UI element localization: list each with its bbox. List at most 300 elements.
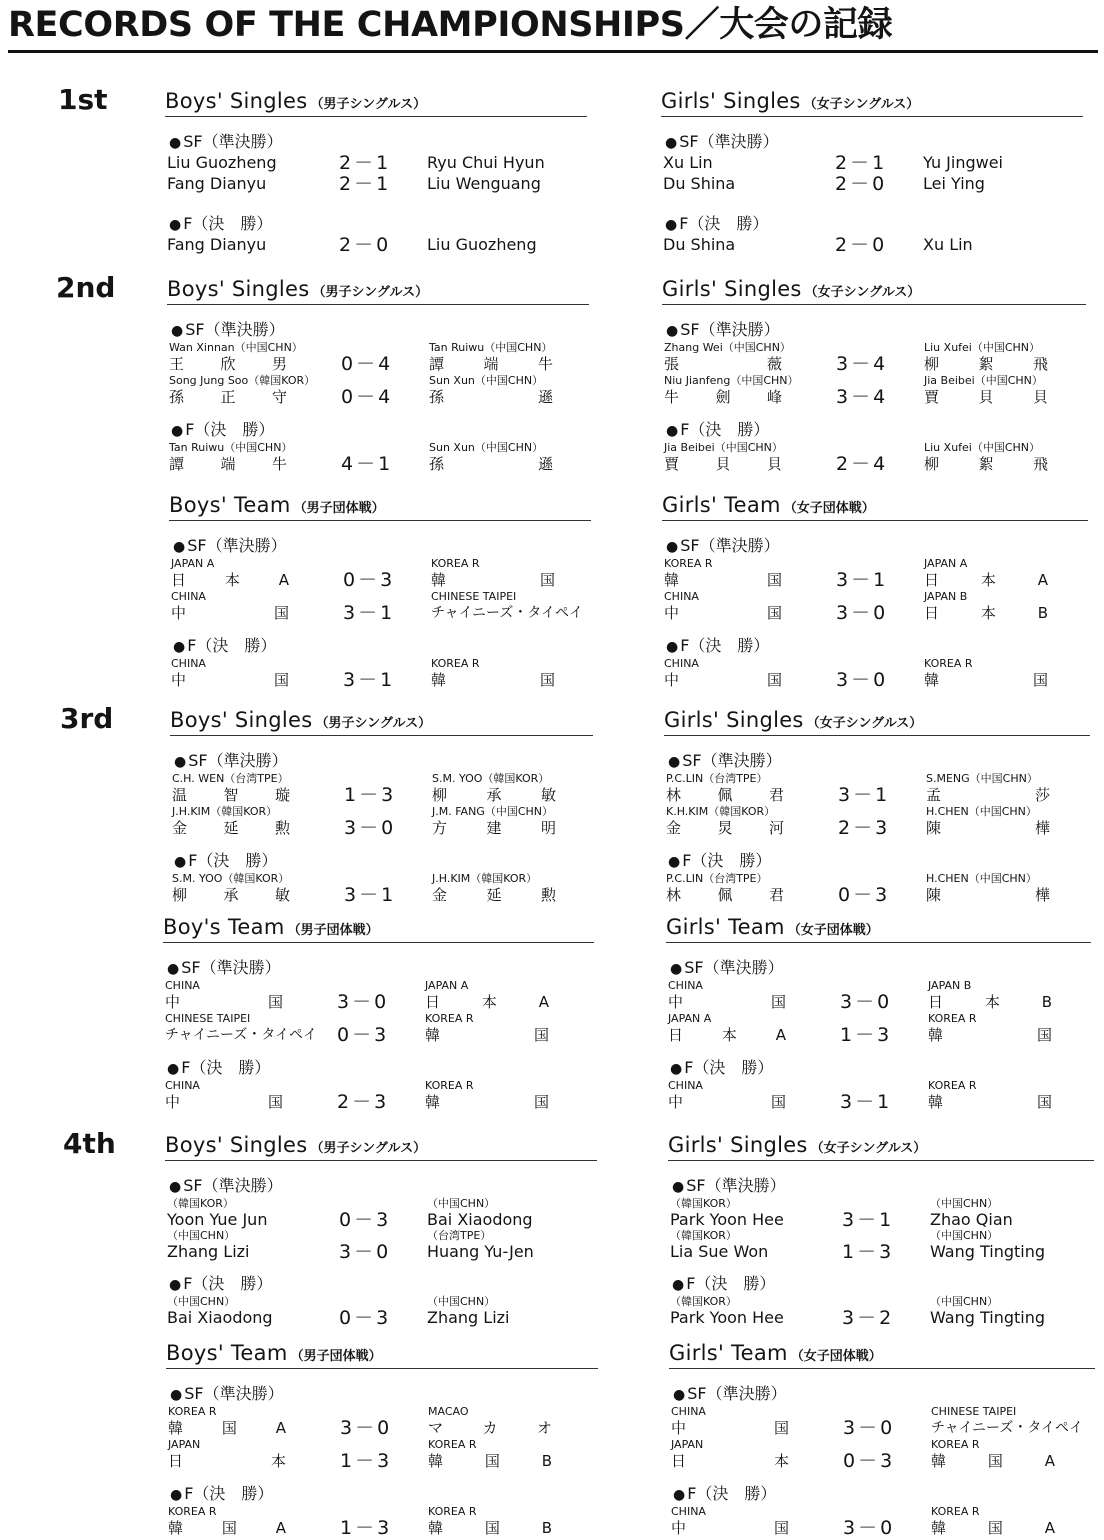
section-title: Boy's Team	[163, 915, 285, 939]
match-row	[666, 979, 1091, 1012]
p1-name	[670, 1210, 788, 1230]
p2-name-char: 韓	[425, 1026, 441, 1044]
section-subtitle: （男子シングルス）	[315, 716, 432, 731]
match-row	[167, 341, 589, 374]
p2-side	[928, 1012, 1052, 1045]
p1-origin-label: KOREA R	[168, 1505, 217, 1518]
final-label	[165, 1273, 597, 1295]
final-label	[169, 635, 591, 657]
p1-side	[663, 235, 781, 255]
p2-origin-label: S.M. YOO（韓国KOR）	[432, 772, 550, 785]
match-score: 1－3	[842, 1241, 895, 1263]
p1-origin-label: CHINA	[171, 590, 206, 603]
p1-name	[664, 570, 782, 590]
match-score: 3－0	[340, 1417, 393, 1439]
match-score: 4－1	[341, 453, 394, 475]
p2-name	[428, 1518, 552, 1538]
p1-origin-label: Niu Jianfeng（中国CHN）	[664, 374, 799, 387]
p1-name-char: 劍	[715, 388, 731, 406]
p1-origin-label: CHINA	[664, 657, 699, 670]
match-row	[163, 1079, 594, 1112]
match-row	[669, 1505, 1095, 1538]
title-rule	[8, 50, 1098, 53]
boys-singles-block	[170, 705, 593, 905]
p2-name	[924, 603, 1048, 623]
p2-name-char: 本	[481, 993, 497, 1011]
p2-name-char: 孟	[926, 786, 942, 804]
bullet-icon: ●	[171, 323, 184, 339]
p1-name-char: 延	[223, 819, 239, 837]
p2-name-char: 飛	[1032, 455, 1048, 473]
match-score: 3－1	[343, 669, 396, 691]
p1-name-char: 承	[223, 886, 239, 904]
match-row	[165, 1295, 597, 1327]
p1-side	[671, 1405, 789, 1438]
p1-name-char: 智	[223, 786, 239, 804]
p1-name-char: 国	[273, 671, 289, 689]
p2-origin-label: KOREA R	[431, 557, 480, 570]
p2-name: Ryu Chui Hyun	[427, 153, 545, 172]
p1-name: Du Shina	[663, 235, 736, 254]
p1-name-char: 本	[721, 1026, 737, 1044]
p1-side	[664, 657, 782, 690]
p2-name-char: 国	[533, 1026, 549, 1044]
p1-name-char: 柳	[172, 886, 188, 904]
p2-name-char: 国	[484, 1452, 500, 1470]
p2-name-char: 国	[533, 1093, 549, 1111]
p2-origin-label: MACAO	[428, 1405, 469, 1418]
final-text: F（決 勝）	[181, 1058, 271, 1077]
boys-team-block	[169, 490, 591, 690]
bullet-icon: ●	[170, 1487, 183, 1503]
match-row	[163, 1012, 594, 1045]
section-title: Boys' Team	[169, 493, 291, 517]
bullet-icon: ●	[670, 961, 683, 977]
match-row	[662, 441, 1086, 474]
semifinal-label	[666, 957, 1091, 979]
p1-origin-label: CHINA	[671, 1405, 706, 1418]
p2-side	[923, 153, 1047, 173]
match-score: 1－3	[340, 1517, 393, 1539]
p1-origin-label: （韓国KOR）	[167, 1197, 234, 1210]
p2-name-char: 柳	[432, 786, 448, 804]
bullet-icon: ●	[169, 135, 182, 151]
p2-name: Yu Jingwei	[923, 153, 1003, 172]
match-row	[668, 1197, 1094, 1229]
p2-side	[429, 374, 553, 407]
p2-name	[928, 1092, 1052, 1112]
p2-name	[930, 1242, 1054, 1262]
p1-side	[671, 1438, 789, 1471]
p2-name-char: 国	[1032, 671, 1048, 689]
p2-side	[926, 772, 1050, 805]
p2-origin-label: Tan Ruiwu（中国CHN）	[429, 341, 553, 354]
p2-name-char: 敏	[540, 786, 556, 804]
p2-name-char: 本	[984, 993, 1000, 1011]
p2-name: Lei Ying	[923, 174, 985, 193]
section-header	[165, 86, 587, 117]
p1-name-text: Park Yoon Hee	[670, 1210, 784, 1229]
p2-side	[431, 657, 555, 690]
section-subtitle: （女子シングルス）	[803, 97, 920, 112]
p2-name-char: 韓	[928, 1093, 944, 1111]
p2-name-char: 遜	[537, 455, 553, 473]
p2-name	[431, 570, 555, 590]
p1-side	[670, 1229, 788, 1262]
bullet-icon: ●	[169, 1277, 182, 1293]
p2-side	[924, 557, 1048, 590]
p2-name	[431, 603, 584, 623]
p1-name-char: 国	[770, 1093, 786, 1111]
bullet-icon: ●	[171, 423, 184, 439]
p1-name-char: 中	[671, 1419, 687, 1437]
section-header	[166, 1338, 598, 1369]
bullet-icon: ●	[665, 217, 678, 233]
p1-name-char: 君	[768, 786, 784, 804]
match-row	[163, 979, 594, 1012]
p2-name-char: B	[1041, 993, 1052, 1011]
p2-name	[432, 818, 556, 838]
bullet-icon: ●	[173, 639, 186, 655]
section-header	[170, 705, 593, 736]
semifinal-label	[169, 535, 591, 557]
p1-side	[666, 772, 784, 805]
p2-origin-label: （中国CHN）	[930, 1197, 999, 1210]
p1-name-char: 君	[768, 886, 784, 904]
bullet-icon: ●	[666, 323, 679, 339]
p2-side	[924, 374, 1048, 407]
p1-side	[165, 979, 283, 1012]
p1-side	[169, 441, 293, 474]
match-row	[169, 557, 591, 590]
p2-name-char: 莎	[1034, 786, 1050, 804]
p1-side	[171, 557, 289, 590]
p2-name-char: 国	[987, 1519, 1003, 1537]
p1-name	[167, 1242, 285, 1262]
p2-origin-label: Jia Beibei（中国CHN）	[924, 374, 1043, 387]
p2-side	[432, 805, 556, 838]
section-subtitle: （女子シングルス）	[810, 1141, 927, 1156]
semifinal-label	[166, 1383, 598, 1405]
p1-side	[169, 374, 316, 407]
p1-origin-label: P.C.LIN（台湾TPE）	[666, 772, 768, 785]
p1-origin-label: （韓国KOR）	[670, 1295, 737, 1308]
p1-name-char: 中	[668, 993, 684, 1011]
p2-name	[926, 785, 1050, 805]
section-title: Girls' Singles	[661, 89, 801, 113]
p2-side	[425, 979, 549, 1012]
girls-team-block	[662, 490, 1088, 690]
bullet-icon: ●	[668, 854, 681, 870]
bullet-icon: ●	[169, 1179, 182, 1195]
p1-name	[670, 1242, 788, 1262]
final-text: F（決 勝）	[183, 214, 273, 233]
p1-name	[670, 1308, 788, 1328]
p1-name-char: A	[278, 571, 289, 589]
p1-name-char: 貝	[766, 455, 782, 473]
p2-side	[425, 1012, 549, 1045]
semifinal-label	[165, 1175, 597, 1197]
p1-side	[171, 657, 289, 690]
p2-origin-label: KOREA R	[428, 1438, 477, 1451]
p1-origin-label: （韓国KOR）	[670, 1197, 737, 1210]
p2-name-char: 延	[486, 886, 502, 904]
bullet-icon: ●	[167, 961, 180, 977]
p2-side	[432, 872, 556, 905]
section-subtitle: （女子シングルス）	[804, 285, 921, 300]
match-score: 2－1	[835, 152, 888, 174]
final-text: F（決 勝）	[684, 1058, 774, 1077]
p2-origin-label: J.H.KIM（韓国KOR）	[432, 872, 538, 885]
p1-side	[167, 1229, 285, 1262]
p1-name-char: 男	[271, 355, 287, 373]
p1-name-char: 中	[165, 993, 181, 1011]
bullet-icon: ●	[673, 1387, 686, 1403]
p2-name	[427, 1242, 551, 1262]
p2-name-char: 樺	[1034, 886, 1050, 904]
edition-label: 4th	[63, 1127, 116, 1160]
p1-side	[663, 153, 781, 173]
p2-side	[928, 1079, 1052, 1112]
p2-name	[924, 387, 1048, 407]
p2-name	[931, 1418, 1084, 1438]
section-header	[668, 1130, 1094, 1161]
boys-team-block	[163, 912, 594, 1112]
p1-origin-label: CHINA	[664, 590, 699, 603]
p1-name-char: 中	[668, 1093, 684, 1111]
section-title: Girls' Singles	[662, 277, 802, 301]
p2-name-char: 韓	[931, 1519, 947, 1537]
p2-side	[427, 1295, 551, 1328]
semifinal-text: SF（準決勝）	[679, 132, 779, 151]
p1-origin-label: JAPAN	[168, 1438, 201, 1451]
p1-side	[664, 557, 782, 590]
p2-side	[926, 872, 1050, 905]
p1-name-char: 譚	[169, 455, 185, 473]
p2-name-text: Zhao Qian	[930, 1210, 1013, 1229]
girls-singles-block	[661, 86, 1083, 256]
p1-side	[664, 341, 791, 374]
p1-origin-label: JAPAN A	[171, 557, 215, 570]
section-header	[669, 1338, 1095, 1369]
p2-side	[427, 174, 551, 194]
semifinal-label	[170, 750, 593, 772]
p1-origin-label: Tan Ruiwu（中国CHN）	[169, 441, 293, 454]
p2-name	[924, 354, 1048, 374]
p1-name: Xu Lin	[663, 153, 713, 172]
p1-name-char: 国	[773, 1419, 789, 1437]
p1-name: Fang Dianyu	[167, 174, 267, 193]
p2-name-char: 日	[924, 571, 940, 589]
p1-name-char: 孫	[169, 388, 185, 406]
boys-singles-block	[165, 86, 587, 256]
match-score: 2－1	[339, 173, 392, 195]
p2-name: Liu Wenguang	[427, 174, 541, 193]
p2-name-char: B	[541, 1519, 552, 1537]
match-row	[165, 174, 587, 195]
match-row	[662, 341, 1086, 374]
p2-origin-label: KOREA R	[928, 1012, 977, 1025]
p1-name	[172, 885, 290, 905]
p2-name-char: 柳	[924, 355, 940, 373]
semifinal-text: SF（準決勝）	[183, 1176, 283, 1195]
p2-side	[931, 1405, 1084, 1438]
p2-name-char: 陳	[926, 886, 942, 904]
p2-name-char: 絮	[978, 455, 994, 473]
match-score: 0－3	[337, 1024, 390, 1046]
section-header	[165, 1130, 597, 1161]
p2-name-char: 飛	[1032, 355, 1048, 373]
p1-name-char: 河	[768, 819, 784, 837]
section-subtitle: （女子団体戦）	[790, 1349, 882, 1364]
p2-name: Xu Lin	[923, 235, 973, 254]
p2-name-char: 方	[432, 819, 448, 837]
p2-name-text: Wang Tingting	[930, 1242, 1046, 1261]
p2-origin-label: （中国CHN）	[930, 1229, 999, 1242]
match-score: 2－3	[337, 1091, 390, 1113]
p1-name-char: 韓	[664, 571, 680, 589]
bullet-icon: ●	[668, 754, 681, 770]
final-text: F（決 勝）	[188, 851, 278, 870]
p2-name-char: 韓	[431, 571, 447, 589]
p1-side	[668, 1079, 786, 1112]
p2-name-char: 国	[539, 571, 555, 589]
p1-side	[664, 590, 782, 623]
p2-origin-label: JAPAN A	[425, 979, 469, 992]
p2-origin-label: CHINESE TAIPEI	[931, 1405, 1017, 1418]
p1-name-char: 端	[220, 455, 236, 473]
p2-side	[924, 441, 1048, 474]
p2-name-char: B	[541, 1452, 552, 1470]
p2-name-text: チャイニーズ・タイペイ	[931, 1420, 1084, 1436]
section-title: Boys' Team	[166, 1341, 288, 1365]
p1-name	[664, 670, 782, 690]
match-row	[662, 657, 1088, 690]
final-text: F（決 勝）	[185, 420, 275, 439]
p2-name-char: 金	[432, 886, 448, 904]
match-score: 3－0	[843, 1517, 896, 1539]
p2-name	[427, 1210, 551, 1230]
p2-side	[930, 1197, 1054, 1230]
p2-name	[428, 1418, 552, 1438]
p1-origin-label: CHINESE TAIPEI	[165, 1012, 251, 1025]
section-title: Girls' Singles	[664, 708, 804, 732]
match-row	[664, 805, 1090, 838]
semifinal-label	[664, 750, 1090, 772]
p1-name-char: 中	[664, 671, 680, 689]
bullet-icon: ●	[672, 1179, 685, 1195]
final-text: F（決 勝）	[686, 1274, 776, 1293]
p2-name-char: 建	[486, 819, 502, 837]
p1-origin-label: CHINA	[165, 979, 200, 992]
match-row	[166, 1438, 598, 1471]
match-row	[165, 1197, 597, 1229]
p1-name-char: 正	[220, 388, 236, 406]
p2-origin-label: J.M. FANG（中国CHN）	[432, 805, 553, 818]
p1-name	[668, 992, 786, 1012]
final-text: F（決 勝）	[682, 851, 772, 870]
p1-name-char: 佩	[717, 886, 733, 904]
p1-name-text: Zhang Lizi	[167, 1242, 250, 1261]
p2-name	[425, 992, 549, 1012]
p2-side	[428, 1505, 552, 1538]
final-text: F（決 勝）	[680, 636, 770, 655]
p2-origin-label: JAPAN B	[924, 590, 968, 603]
match-row	[664, 772, 1090, 805]
section-subtitle: （女子シングルス）	[806, 716, 923, 731]
p1-name-char: 峰	[766, 388, 782, 406]
p1-name	[666, 818, 784, 838]
p2-name	[429, 454, 553, 474]
p2-side	[427, 153, 551, 173]
p2-side	[429, 441, 553, 474]
semifinal-text: SF（準決勝）	[686, 1176, 786, 1195]
p2-origin-label: KOREA R	[425, 1079, 474, 1092]
p1-side	[172, 805, 290, 838]
p1-name-char: 守	[271, 388, 287, 406]
match-row	[165, 235, 587, 256]
p1-origin-label: K.H.KIM（韓国KOR）	[666, 805, 776, 818]
p2-side	[432, 772, 556, 805]
semifinal-label	[669, 1383, 1095, 1405]
p1-origin-label: Zhang Wei（中国CHN）	[664, 341, 791, 354]
section-subtitle: （男子シングルス）	[310, 97, 427, 112]
p2-name	[926, 885, 1050, 905]
girls-singles-block	[668, 1130, 1094, 1327]
section-title: Boys' Singles	[165, 89, 308, 113]
p1-name: Liu Guozheng	[167, 153, 277, 172]
p1-name-char: 日	[671, 1452, 687, 1470]
p2-name	[928, 1025, 1052, 1045]
p1-name-char: 日	[668, 1026, 684, 1044]
p1-name	[165, 1092, 283, 1112]
semifinal-text: SF（準決勝）	[680, 536, 780, 555]
p1-side	[167, 174, 285, 194]
match-row	[166, 1405, 598, 1438]
bullet-icon: ●	[666, 423, 679, 439]
semifinal-label	[662, 319, 1086, 341]
section-header	[169, 490, 591, 521]
p2-name-char: 本	[980, 604, 996, 622]
semifinal-text: SF（準決勝）	[185, 320, 285, 339]
match-score: 0－4	[341, 386, 394, 408]
page-title: RECORDS OF THE CHAMPIONSHIPS／大会の記録	[8, 5, 893, 45]
p1-name	[668, 1025, 786, 1045]
match-score: 2－3	[838, 817, 891, 839]
p1-side	[167, 1197, 285, 1230]
section-title: Girls' Team	[669, 1341, 788, 1365]
p2-name	[425, 1092, 549, 1112]
p1-name	[668, 1092, 786, 1112]
p1-name	[666, 785, 784, 805]
p1-name-char: 韓	[168, 1419, 184, 1437]
bullet-icon: ●	[169, 217, 182, 233]
p1-side	[172, 772, 290, 805]
p2-name-char: カ	[482, 1419, 498, 1437]
p1-origin-label: CHINA	[165, 1079, 200, 1092]
p1-name	[664, 387, 782, 407]
p2-origin-label: Sun Xun（中国CHN）	[429, 374, 544, 387]
p1-name	[167, 1308, 285, 1328]
p1-name-char: 牛	[664, 388, 680, 406]
p2-origin-label: KOREA R	[428, 1505, 477, 1518]
p1-name-text: チャイニーズ・タイペイ	[165, 1027, 318, 1043]
p2-name-text: Wang Tingting	[930, 1308, 1046, 1327]
match-score: 3－1	[838, 784, 891, 806]
p1-name-char: 中	[165, 1093, 181, 1111]
p2-origin-label: JAPAN B	[928, 979, 972, 992]
match-score: 3－4	[836, 386, 889, 408]
